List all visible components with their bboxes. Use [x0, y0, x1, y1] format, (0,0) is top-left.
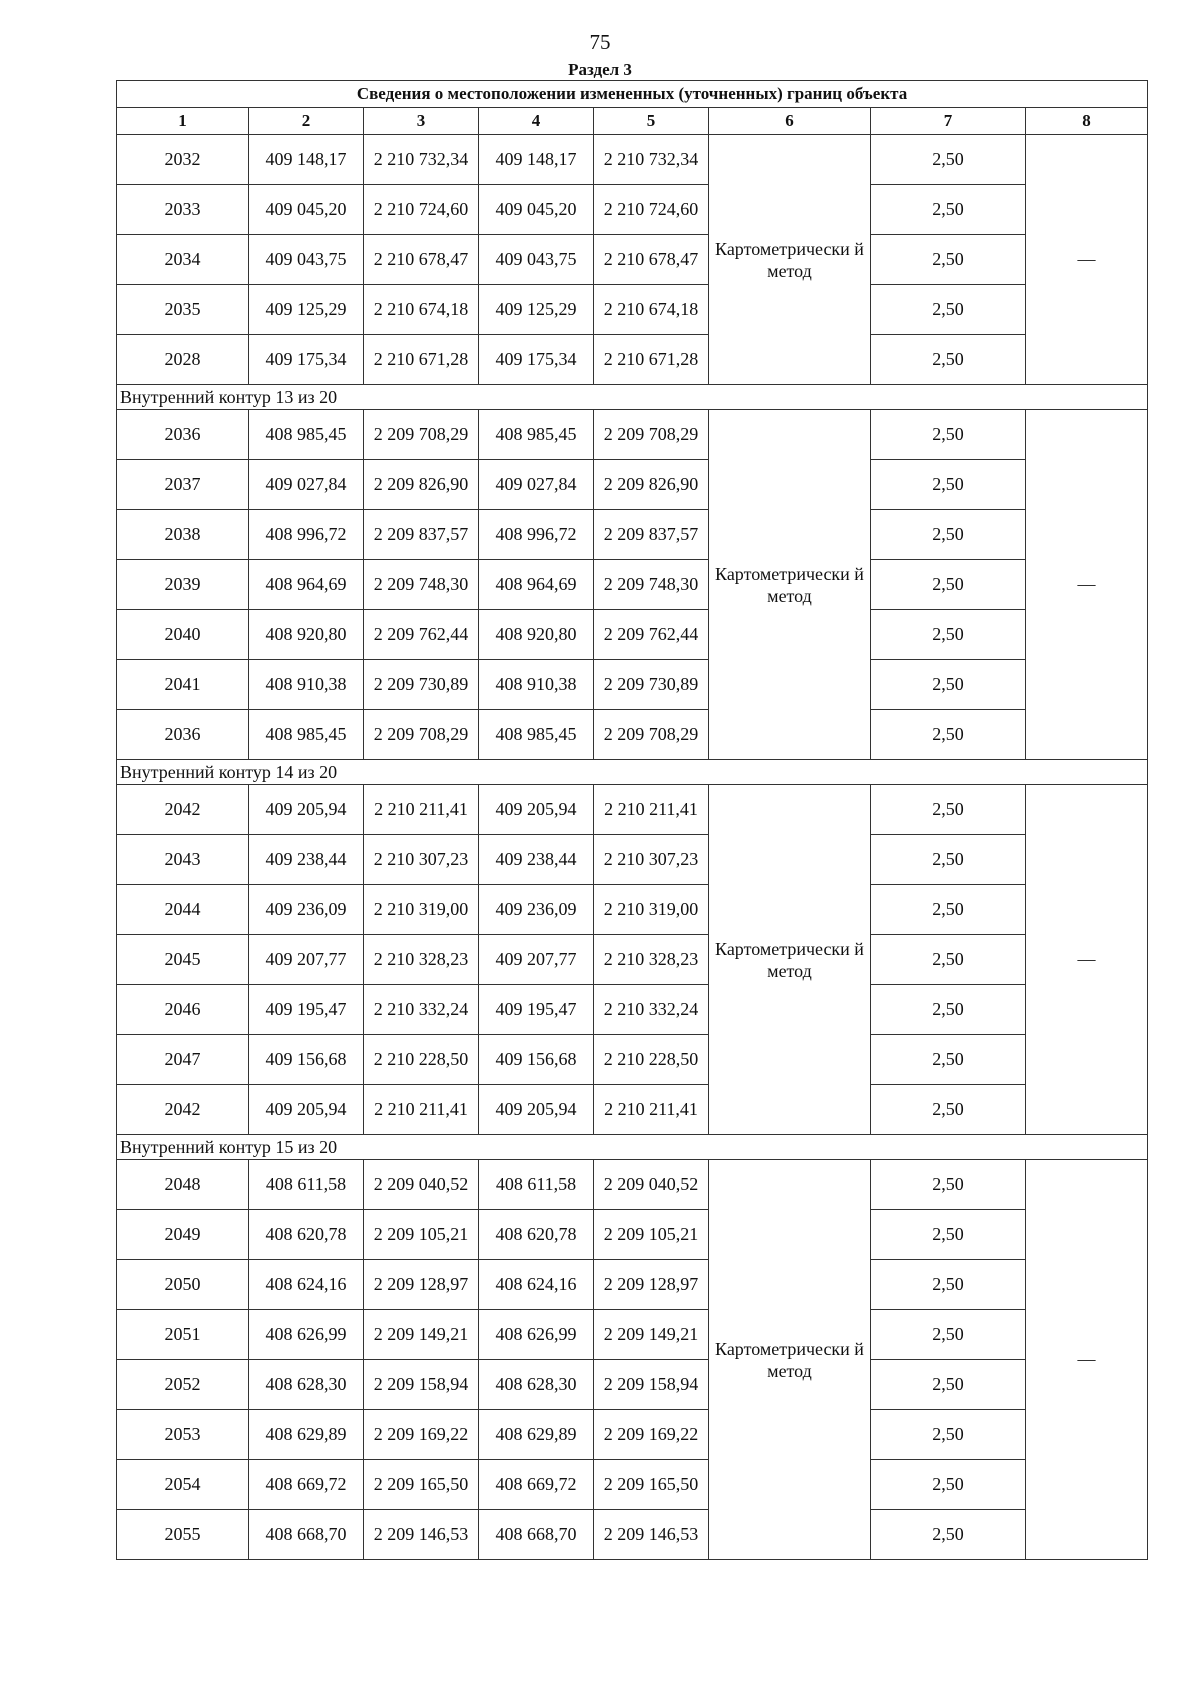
x-coordinate-refined: 409 195,47: [479, 985, 594, 1035]
x-coordinate-existing: 408 628,30: [249, 1360, 364, 1410]
y-coordinate-refined: 2 210 724,60: [594, 185, 709, 235]
y-coordinate-existing: 2 210 211,41: [364, 785, 479, 835]
y-coordinate-existing: 2 210 328,23: [364, 935, 479, 985]
x-coordinate-existing: 409 175,34: [249, 335, 364, 385]
x-coordinate-refined: 408 985,45: [479, 710, 594, 760]
y-coordinate-existing: 2 209 708,29: [364, 710, 479, 760]
x-coordinate-refined: 408 996,72: [479, 510, 594, 560]
table-row: [117, 1160, 1148, 1210]
x-coordinate-existing: 409 027,84: [249, 460, 364, 510]
y-coordinate-existing: 2 210 678,47: [364, 235, 479, 285]
table-row: [117, 285, 1148, 335]
point-number: 2037: [117, 460, 249, 510]
x-coordinate-refined: 409 125,29: [479, 285, 594, 335]
accuracy-value: 2,50: [871, 460, 1026, 510]
x-coordinate-existing: 409 125,29: [249, 285, 364, 335]
x-coordinate-refined: 408 668,70: [479, 1510, 594, 1560]
x-coordinate-existing: 408 629,89: [249, 1410, 364, 1460]
table-row: [117, 985, 1148, 1035]
table-row: [117, 1310, 1148, 1360]
y-coordinate-refined: 2 210 228,50: [594, 1035, 709, 1085]
x-coordinate-refined: 409 207,77: [479, 935, 594, 985]
y-coordinate-refined: 2 209 826,90: [594, 460, 709, 510]
y-coordinate-existing: 2 209 040,52: [364, 1160, 479, 1210]
y-coordinate-existing: 2 209 730,89: [364, 660, 479, 710]
x-coordinate-refined: 408 624,16: [479, 1260, 594, 1310]
x-coordinate-refined: 408 910,38: [479, 660, 594, 710]
determination-method: Картометрически й метод: [709, 410, 871, 760]
x-coordinate-existing: 408 964,69: [249, 560, 364, 610]
y-coordinate-refined: 2 210 307,23: [594, 835, 709, 885]
column-number: 1: [117, 108, 249, 135]
x-coordinate-existing: 408 996,72: [249, 510, 364, 560]
column-number-row: [117, 108, 1148, 135]
contour-label: Внутренний контур 13 из 20: [117, 385, 1148, 410]
table-row: [117, 1410, 1148, 1460]
notes-dash: —: [1026, 135, 1148, 385]
page-number: 75: [589, 30, 611, 54]
y-coordinate-refined: 2 209 762,44: [594, 610, 709, 660]
y-coordinate-refined: 2 210 328,23: [594, 935, 709, 985]
point-number: 2042: [117, 785, 249, 835]
point-number: 2036: [117, 410, 249, 460]
x-coordinate-existing: 408 920,80: [249, 610, 364, 660]
contour-label: Внутренний контур 15 из 20: [117, 1135, 1148, 1160]
table-row: [117, 935, 1148, 985]
point-number: 2053: [117, 1410, 249, 1460]
y-coordinate-refined: 2 210 332,24: [594, 985, 709, 1035]
point-number: 2051: [117, 1310, 249, 1360]
table-row: [117, 1460, 1148, 1510]
table-row: [117, 235, 1148, 285]
x-coordinate-existing: 408 910,38: [249, 660, 364, 710]
accuracy-value: 2,50: [871, 1460, 1026, 1510]
table-row: [117, 785, 1148, 835]
y-coordinate-existing: 2 209 748,30: [364, 560, 479, 610]
point-number: 2052: [117, 1360, 249, 1410]
point-number: 2046: [117, 985, 249, 1035]
point-number: 2028: [117, 335, 249, 385]
x-coordinate-existing: 408 669,72: [249, 1460, 364, 1510]
x-coordinate-refined: 408 964,69: [479, 560, 594, 610]
accuracy-value: 2,50: [871, 235, 1026, 285]
y-coordinate-existing: 2 209 169,22: [364, 1410, 479, 1460]
accuracy-value: 2,50: [871, 785, 1026, 835]
x-coordinate-refined: 409 205,94: [479, 1085, 594, 1135]
y-coordinate-refined: 2 209 748,30: [594, 560, 709, 610]
accuracy-value: 2,50: [871, 1210, 1026, 1260]
y-coordinate-refined: 2 209 158,94: [594, 1360, 709, 1410]
y-coordinate-existing: 2 210 228,50: [364, 1035, 479, 1085]
table-row: [117, 460, 1148, 510]
notes-dash: —: [1026, 785, 1148, 1135]
y-coordinate-existing: 2 209 149,21: [364, 1310, 479, 1360]
x-coordinate-refined: 408 985,45: [479, 410, 594, 460]
y-coordinate-existing: 2 210 332,24: [364, 985, 479, 1035]
x-coordinate-existing: 408 626,99: [249, 1310, 364, 1360]
accuracy-value: 2,50: [871, 410, 1026, 460]
y-coordinate-refined: 2 209 169,22: [594, 1410, 709, 1460]
accuracy-value: 2,50: [871, 335, 1026, 385]
point-number: 2041: [117, 660, 249, 710]
point-number: 2036: [117, 710, 249, 760]
y-coordinate-existing: 2 210 674,18: [364, 285, 479, 335]
point-number: 2054: [117, 1460, 249, 1510]
accuracy-value: 2,50: [871, 935, 1026, 985]
x-coordinate-existing: 408 620,78: [249, 1210, 364, 1260]
notes-dash: —: [1026, 410, 1148, 760]
table-row: [117, 510, 1148, 560]
column-number: 3: [364, 108, 479, 135]
point-number: 2043: [117, 835, 249, 885]
table-row: [117, 410, 1148, 460]
x-coordinate-refined: 409 175,34: [479, 335, 594, 385]
determination-method: Картометрически й метод: [709, 1160, 871, 1560]
point-number: 2040: [117, 610, 249, 660]
table-row: [117, 1085, 1148, 1135]
table-caption: Сведения о местоположении измененных (уточненных) границ объекта: [117, 81, 1148, 108]
x-coordinate-existing: 409 205,94: [249, 1085, 364, 1135]
y-coordinate-refined: 2 210 211,41: [594, 1085, 709, 1135]
y-coordinate-existing: 2 210 211,41: [364, 1085, 479, 1135]
x-coordinate-existing: 409 148,17: [249, 135, 364, 185]
y-coordinate-existing: 2 209 708,29: [364, 410, 479, 460]
x-coordinate-refined: 409 045,20: [479, 185, 594, 235]
table-row: [117, 185, 1148, 235]
point-number: 2045: [117, 935, 249, 985]
table-row: [117, 885, 1148, 935]
x-coordinate-refined: 408 669,72: [479, 1460, 594, 1510]
x-coordinate-refined: 409 205,94: [479, 785, 594, 835]
y-coordinate-refined: 2 209 040,52: [594, 1160, 709, 1210]
x-coordinate-existing: 409 043,75: [249, 235, 364, 285]
y-coordinate-refined: 2 210 671,28: [594, 335, 709, 385]
table-row: [117, 1360, 1148, 1410]
y-coordinate-existing: 2 209 158,94: [364, 1360, 479, 1410]
point-number: 2033: [117, 185, 249, 235]
accuracy-value: 2,50: [871, 1310, 1026, 1360]
column-number: 7: [871, 108, 1026, 135]
y-coordinate-refined: 2 210 732,34: [594, 135, 709, 185]
x-coordinate-existing: 409 236,09: [249, 885, 364, 935]
section-title: Раздел 3: [568, 60, 632, 79]
table-row: [117, 710, 1148, 760]
y-coordinate-refined: 2 210 674,18: [594, 285, 709, 335]
y-coordinate-existing: 2 210 732,34: [364, 135, 479, 185]
accuracy-value: 2,50: [871, 1510, 1026, 1560]
y-coordinate-refined: 2 209 146,53: [594, 1510, 709, 1560]
accuracy-value: 2,50: [871, 710, 1026, 760]
point-number: 2035: [117, 285, 249, 335]
contour-row: [117, 1135, 1148, 1160]
column-number: 5: [594, 108, 709, 135]
y-coordinate-refined: 2 209 128,97: [594, 1260, 709, 1310]
point-number: 2044: [117, 885, 249, 935]
point-number: 2047: [117, 1035, 249, 1085]
contour-row: [117, 385, 1148, 410]
table-caption-row: [117, 81, 1148, 108]
y-coordinate-existing: 2 209 837,57: [364, 510, 479, 560]
x-coordinate-refined: 409 043,75: [479, 235, 594, 285]
contour-label: Внутренний контур 14 из 20: [117, 760, 1148, 785]
y-coordinate-existing: 2 209 165,50: [364, 1460, 479, 1510]
x-coordinate-existing: 409 207,77: [249, 935, 364, 985]
x-coordinate-refined: 409 027,84: [479, 460, 594, 510]
column-number: 8: [1026, 108, 1148, 135]
accuracy-value: 2,50: [871, 1160, 1026, 1210]
accuracy-value: 2,50: [871, 1410, 1026, 1460]
accuracy-value: 2,50: [871, 610, 1026, 660]
table-row: [117, 610, 1148, 660]
x-coordinate-refined: 409 148,17: [479, 135, 594, 185]
accuracy-value: 2,50: [871, 1360, 1026, 1410]
point-number: 2039: [117, 560, 249, 610]
coordinates-table: [116, 80, 1148, 1560]
table-row: [117, 1210, 1148, 1260]
point-number: 2034: [117, 235, 249, 285]
x-coordinate-refined: 408 611,58: [479, 1160, 594, 1210]
x-coordinate-refined: 408 620,78: [479, 1210, 594, 1260]
x-coordinate-existing: 408 668,70: [249, 1510, 364, 1560]
table-row: [117, 135, 1148, 185]
x-coordinate-existing: 408 624,16: [249, 1260, 364, 1310]
y-coordinate-refined: 2 210 211,41: [594, 785, 709, 835]
y-coordinate-refined: 2 209 708,29: [594, 410, 709, 460]
x-coordinate-existing: 409 205,94: [249, 785, 364, 835]
x-coordinate-refined: 408 920,80: [479, 610, 594, 660]
y-coordinate-existing: 2 209 105,21: [364, 1210, 479, 1260]
table-row: [117, 560, 1148, 610]
determination-method: Картометрически й метод: [709, 135, 871, 385]
accuracy-value: 2,50: [871, 885, 1026, 935]
y-coordinate-refined: 2 210 319,00: [594, 885, 709, 935]
y-coordinate-existing: 2 210 319,00: [364, 885, 479, 935]
point-number: 2048: [117, 1160, 249, 1210]
y-coordinate-existing: 2 209 128,97: [364, 1260, 479, 1310]
x-coordinate-refined: 408 626,99: [479, 1310, 594, 1360]
table-row: [117, 335, 1148, 385]
x-coordinate-existing: 409 238,44: [249, 835, 364, 885]
y-coordinate-refined: 2 209 837,57: [594, 510, 709, 560]
table-row: [117, 835, 1148, 885]
x-coordinate-existing: 409 045,20: [249, 185, 364, 235]
point-number: 2038: [117, 510, 249, 560]
y-coordinate-existing: 2 209 762,44: [364, 610, 479, 660]
accuracy-value: 2,50: [871, 1085, 1026, 1135]
x-coordinate-existing: 408 985,45: [249, 410, 364, 460]
y-coordinate-existing: 2 209 826,90: [364, 460, 479, 510]
x-coordinate-existing: 409 195,47: [249, 985, 364, 1035]
point-number: 2042: [117, 1085, 249, 1135]
y-coordinate-refined: 2 209 165,50: [594, 1460, 709, 1510]
accuracy-value: 2,50: [871, 985, 1026, 1035]
accuracy-value: 2,50: [871, 285, 1026, 335]
y-coordinate-refined: 2 210 678,47: [594, 235, 709, 285]
accuracy-value: 2,50: [871, 185, 1026, 235]
y-coordinate-refined: 2 209 730,89: [594, 660, 709, 710]
table-row: [117, 660, 1148, 710]
table-row: [117, 1035, 1148, 1085]
accuracy-value: 2,50: [871, 135, 1026, 185]
accuracy-value: 2,50: [871, 560, 1026, 610]
y-coordinate-existing: 2 210 724,60: [364, 185, 479, 235]
x-coordinate-existing: 408 985,45: [249, 710, 364, 760]
y-coordinate-existing: 2 210 671,28: [364, 335, 479, 385]
x-coordinate-existing: 408 611,58: [249, 1160, 364, 1210]
x-coordinate-refined: 409 156,68: [479, 1035, 594, 1085]
column-number: 6: [709, 108, 871, 135]
x-coordinate-refined: 408 629,89: [479, 1410, 594, 1460]
point-number: 2049: [117, 1210, 249, 1260]
accuracy-value: 2,50: [871, 510, 1026, 560]
accuracy-value: 2,50: [871, 660, 1026, 710]
point-number: 2050: [117, 1260, 249, 1310]
x-coordinate-refined: 408 628,30: [479, 1360, 594, 1410]
contour-row: [117, 760, 1148, 785]
column-number: 4: [479, 108, 594, 135]
y-coordinate-refined: 2 209 708,29: [594, 710, 709, 760]
x-coordinate-refined: 409 238,44: [479, 835, 594, 885]
determination-method: Картометрически й метод: [709, 785, 871, 1135]
y-coordinate-refined: 2 209 105,21: [594, 1210, 709, 1260]
accuracy-value: 2,50: [871, 1260, 1026, 1310]
y-coordinate-existing: 2 210 307,23: [364, 835, 479, 885]
x-coordinate-refined: 409 236,09: [479, 885, 594, 935]
table-row: [117, 1510, 1148, 1560]
column-number: 2: [249, 108, 364, 135]
point-number: 2055: [117, 1510, 249, 1560]
accuracy-value: 2,50: [871, 1035, 1026, 1085]
y-coordinate-existing: 2 209 146,53: [364, 1510, 479, 1560]
accuracy-value: 2,50: [871, 835, 1026, 885]
point-number: 2032: [117, 135, 249, 185]
x-coordinate-existing: 409 156,68: [249, 1035, 364, 1085]
table-row: [117, 1260, 1148, 1310]
y-coordinate-refined: 2 209 149,21: [594, 1310, 709, 1360]
notes-dash: —: [1026, 1160, 1148, 1560]
